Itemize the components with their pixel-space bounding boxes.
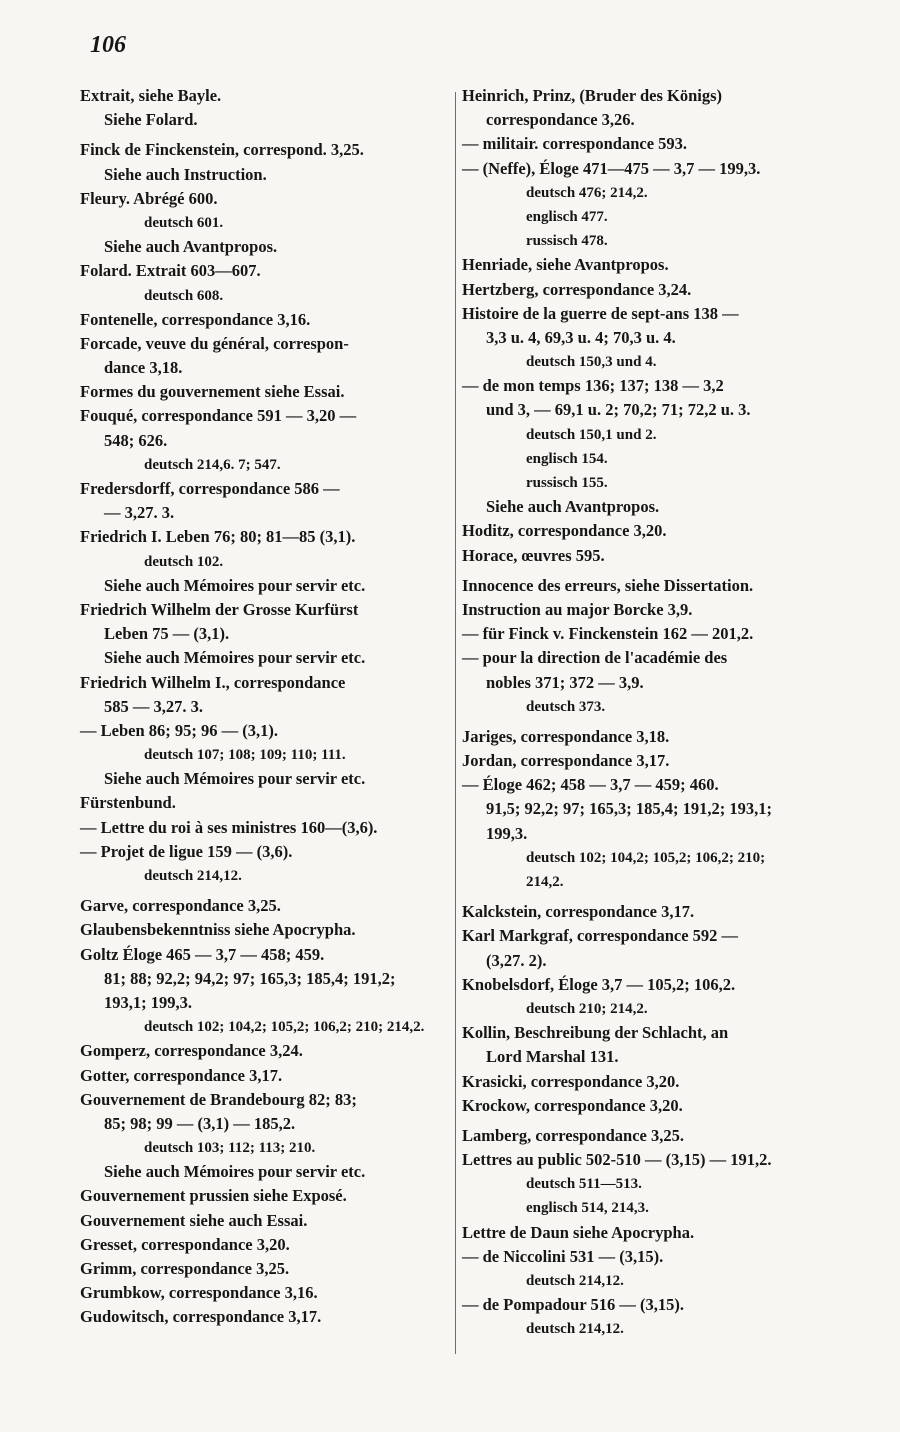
index-entry: Grumbkow, correspondance 3,16. [80, 1283, 318, 1303]
index-subentry: deutsch 150,3 und 4. [526, 354, 657, 371]
index-entry: Hoditz, correspondance 3,20. [462, 521, 667, 541]
index-subentry: deutsch 214,6. 7; 547. [144, 456, 281, 473]
index-entry: Krasicki, correspondance 3,20. [462, 1071, 680, 1091]
index-subentry: russisch 155. [526, 475, 608, 491]
index-subentry: Siehe Folard. [104, 110, 198, 130]
index-entry: Henriade, siehe Avantpropos. [462, 255, 669, 275]
index-subentry: Siehe auch Mémoires pour servir etc. [104, 648, 366, 668]
index-subentry: deutsch 210; 214,2. [526, 1000, 648, 1017]
index-entry: Krockow, correspondance 3,20. [462, 1095, 683, 1115]
index-entry: — militair. correspondance 593. [462, 134, 688, 154]
index-entry: Jordan, correspondance 3,17. [462, 751, 670, 771]
index-entry: Friedrich Wilhelm I., correspondance [80, 672, 346, 692]
index-entry: Forcade, veuve du général, correspon- [80, 333, 349, 353]
index-subentry: deutsch 214,12. [144, 868, 242, 884]
index-subentry: 585 — 3,27. 3. [104, 696, 203, 716]
index-subentry: correspondance 3,26. [486, 110, 635, 130]
index-entry: Gouvernement de Brandebourg 82; 83; [80, 1089, 357, 1109]
index-subentry: deutsch 373. [526, 698, 606, 715]
index-subentry: Siehe auch Avantpropos. [104, 237, 278, 257]
index-subentry: Siehe auch Avantpropos. [486, 497, 660, 517]
index-entry: Lettre de Daun siehe Apocrypha. [462, 1222, 695, 1242]
index-entry: Glaubensbekenntniss siehe Apocrypha. [80, 920, 356, 940]
index-entry: — Leben 86; 95; 96 — (3,1). [80, 720, 278, 740]
index-entry: Knobelsdorf, Éloge 3,7 — 105,2; 106,2. [462, 974, 736, 994]
index-subentry: englisch 477. [526, 208, 608, 225]
index-subentry: Siehe auch Mémoires pour servir etc. [104, 575, 366, 595]
index-entry: Gomperz, correspondance 3,24. [80, 1041, 303, 1061]
index-entry: Folard. Extrait 603—607. [80, 261, 261, 281]
index-entry: — de Pompadour 516 — (3,15). [462, 1295, 684, 1315]
index-entry: Hertzberg, correspondance 3,24. [462, 279, 692, 299]
index-entry: — Projet de ligue 159 — (3,6). [80, 841, 293, 861]
index-subentry: russisch 478. [526, 233, 608, 250]
index-entry: Karl Markgraf, correspondance 592 — [462, 926, 739, 946]
index-subentry: 199,3. [486, 823, 528, 843]
index-entry: — (Neffe), Éloge 471—475 — 3,7 — 199,3. [462, 158, 761, 178]
index-subentry: deutsch 608. [144, 287, 224, 304]
index-entry: Fürstenbund. [80, 793, 176, 813]
index-subentry: — 3,27. 3. [104, 503, 175, 523]
index-subentry: deutsch 476; 214,2. [526, 184, 648, 201]
page-number: 106 [90, 32, 126, 58]
index-entry: Lettres au public 502-510 — (3,15) — 191,2. [462, 1150, 772, 1170]
index-entry: Friedrich I. Leben 76; 80; 81—85 (3,1). [80, 527, 356, 547]
index-entry: Gouvernement siehe auch Essai. [80, 1210, 308, 1230]
index-subentry: deutsch 511—513. [526, 1176, 642, 1193]
index-entry: Finck de Finckenstein, correspond. 3,25. [80, 140, 364, 160]
index-subentry: deutsch 107; 108; 109; 110; 111. [144, 747, 346, 764]
index-subentry: Siehe auch Mémoires pour servir etc. [104, 1162, 366, 1182]
index-subentry: Leben 75 — (3,1). [104, 624, 230, 644]
index-subentry: deutsch 102; 104,2; 105,2; 106,2; 210; [526, 849, 766, 866]
index-entry: Lamberg, correspondance 3,25. [462, 1125, 684, 1145]
index-column-left [80, 84, 448, 1330]
index-subentry: deutsch 102. [144, 553, 224, 570]
index-entry: Formes du gouvernement siehe Essai. [80, 382, 345, 402]
index-entry: Histoire de la guerre de sept-ans 138 — [462, 303, 739, 323]
index-entry: Innocence des erreurs, siehe Dissertation. [462, 575, 754, 595]
index-subentry: deutsch 103; 112; 113; 210. [144, 1140, 316, 1157]
index-subentry: 85; 98; 99 — (3,1) — 185,2. [104, 1113, 296, 1133]
index-entry: Fontenelle, correspondance 3,16. [80, 309, 311, 329]
index-subentry: 91,5; 92,2; 97; 165,3; 185,4; 191,2; 193,1; [486, 799, 772, 819]
index-entry: Fleury. Abrégé 600. [80, 188, 218, 208]
index-subentry: englisch 514, 214,3. [526, 1200, 649, 1217]
index-entry: Gresset, correspondance 3,20. [80, 1234, 290, 1254]
index-entry: Fouqué, correspondance 591 — 3,20 — [80, 406, 357, 426]
index-entry: Gotter, correspondance 3,17. [80, 1065, 283, 1085]
index-entry: — de Niccolini 531 — (3,15). [462, 1246, 664, 1266]
index-entry: Horace, œuvres 595. [462, 545, 605, 565]
index-subentry: 3,3 u. 4, 69,3 u. 4; 70,3 u. 4. [486, 327, 676, 347]
index-entry: Jariges, correspondance 3,18. [462, 726, 670, 746]
index-entry: Grimm, correspondance 3,25. [80, 1259, 290, 1278]
index-subentry: deutsch 150,1 und 2. [526, 426, 657, 443]
index-subentry: dance 3,18. [104, 358, 183, 378]
index-subentry: Siehe auch Instruction. [104, 164, 267, 184]
index-subentry: deutsch 601. [144, 214, 224, 231]
index-subentry: 548; 626. [104, 430, 168, 450]
index-subentry: Siehe auch Mémoires pour servir etc. [104, 769, 366, 789]
index-entry: Kollin, Beschreibung der Schlacht, an [462, 1023, 729, 1043]
index-entry: Gouvernement prussien siehe Exposé. [80, 1186, 347, 1206]
index-entry: Kalckstein, correspondance 3,17. [462, 902, 695, 922]
column-divider [455, 92, 456, 1354]
index-entry: — Éloge 462; 458 — 3,7 — 459; 460. [462, 775, 719, 795]
index-column-right [462, 84, 822, 1342]
index-entry: Extrait, siehe Bayle. [80, 86, 222, 105]
index-subentry: und 3, — 69,1 u. 2; 70,2; 71; 72,2 u. 3. [486, 400, 751, 420]
index-subentry: deutsch 214,12. [526, 1321, 624, 1338]
index-subentry: 81; 88; 92,2; 94,2; 97; 165,3; 185,4; 191,2; [104, 968, 396, 988]
index-entry: — de mon temps 136; 137; 138 — 3,2 [462, 376, 724, 396]
index-subentry: deutsch 214,12. [526, 1273, 624, 1289]
index-subentry: deutsch 102; 104,2; 105,2; 106,2; 210; 214,2. [144, 1019, 425, 1036]
index-entry: Heinrich, Prinz, (Bruder des Königs) [462, 86, 723, 105]
index-subentry: englisch 154. [526, 450, 608, 467]
index-subentry: (3,27. 2). [486, 950, 547, 970]
index-entry: Goltz Éloge 465 — 3,7 — 458; 459. [80, 944, 325, 964]
index-entry: Gudowitsch, correspondance 3,17. [80, 1307, 322, 1327]
index-subentry: Lord Marshal 131. [486, 1047, 619, 1067]
index-entry: Garve, correspondance 3,25. [80, 896, 281, 916]
index-entry: Friedrich Wilhelm der Grosse Kurfürst [80, 599, 359, 619]
index-entry: — Lettre du roi à ses ministres 160—(3,6). [80, 817, 378, 837]
index-entry: — für Finck v. Finckenstein 162 — 201,2. [462, 624, 754, 644]
index-entry: Fredersdorff, correspondance 586 — [80, 479, 340, 498]
index-entry: — pour la direction de l'académie des [462, 648, 728, 668]
index-entry: Instruction au major Borcke 3,9. [462, 599, 693, 619]
index-subentry: nobles 371; 372 — 3,9. [486, 672, 644, 692]
index-subentry: 193,1; 199,3. [104, 992, 192, 1012]
index-subentry: 214,2. [526, 874, 564, 890]
